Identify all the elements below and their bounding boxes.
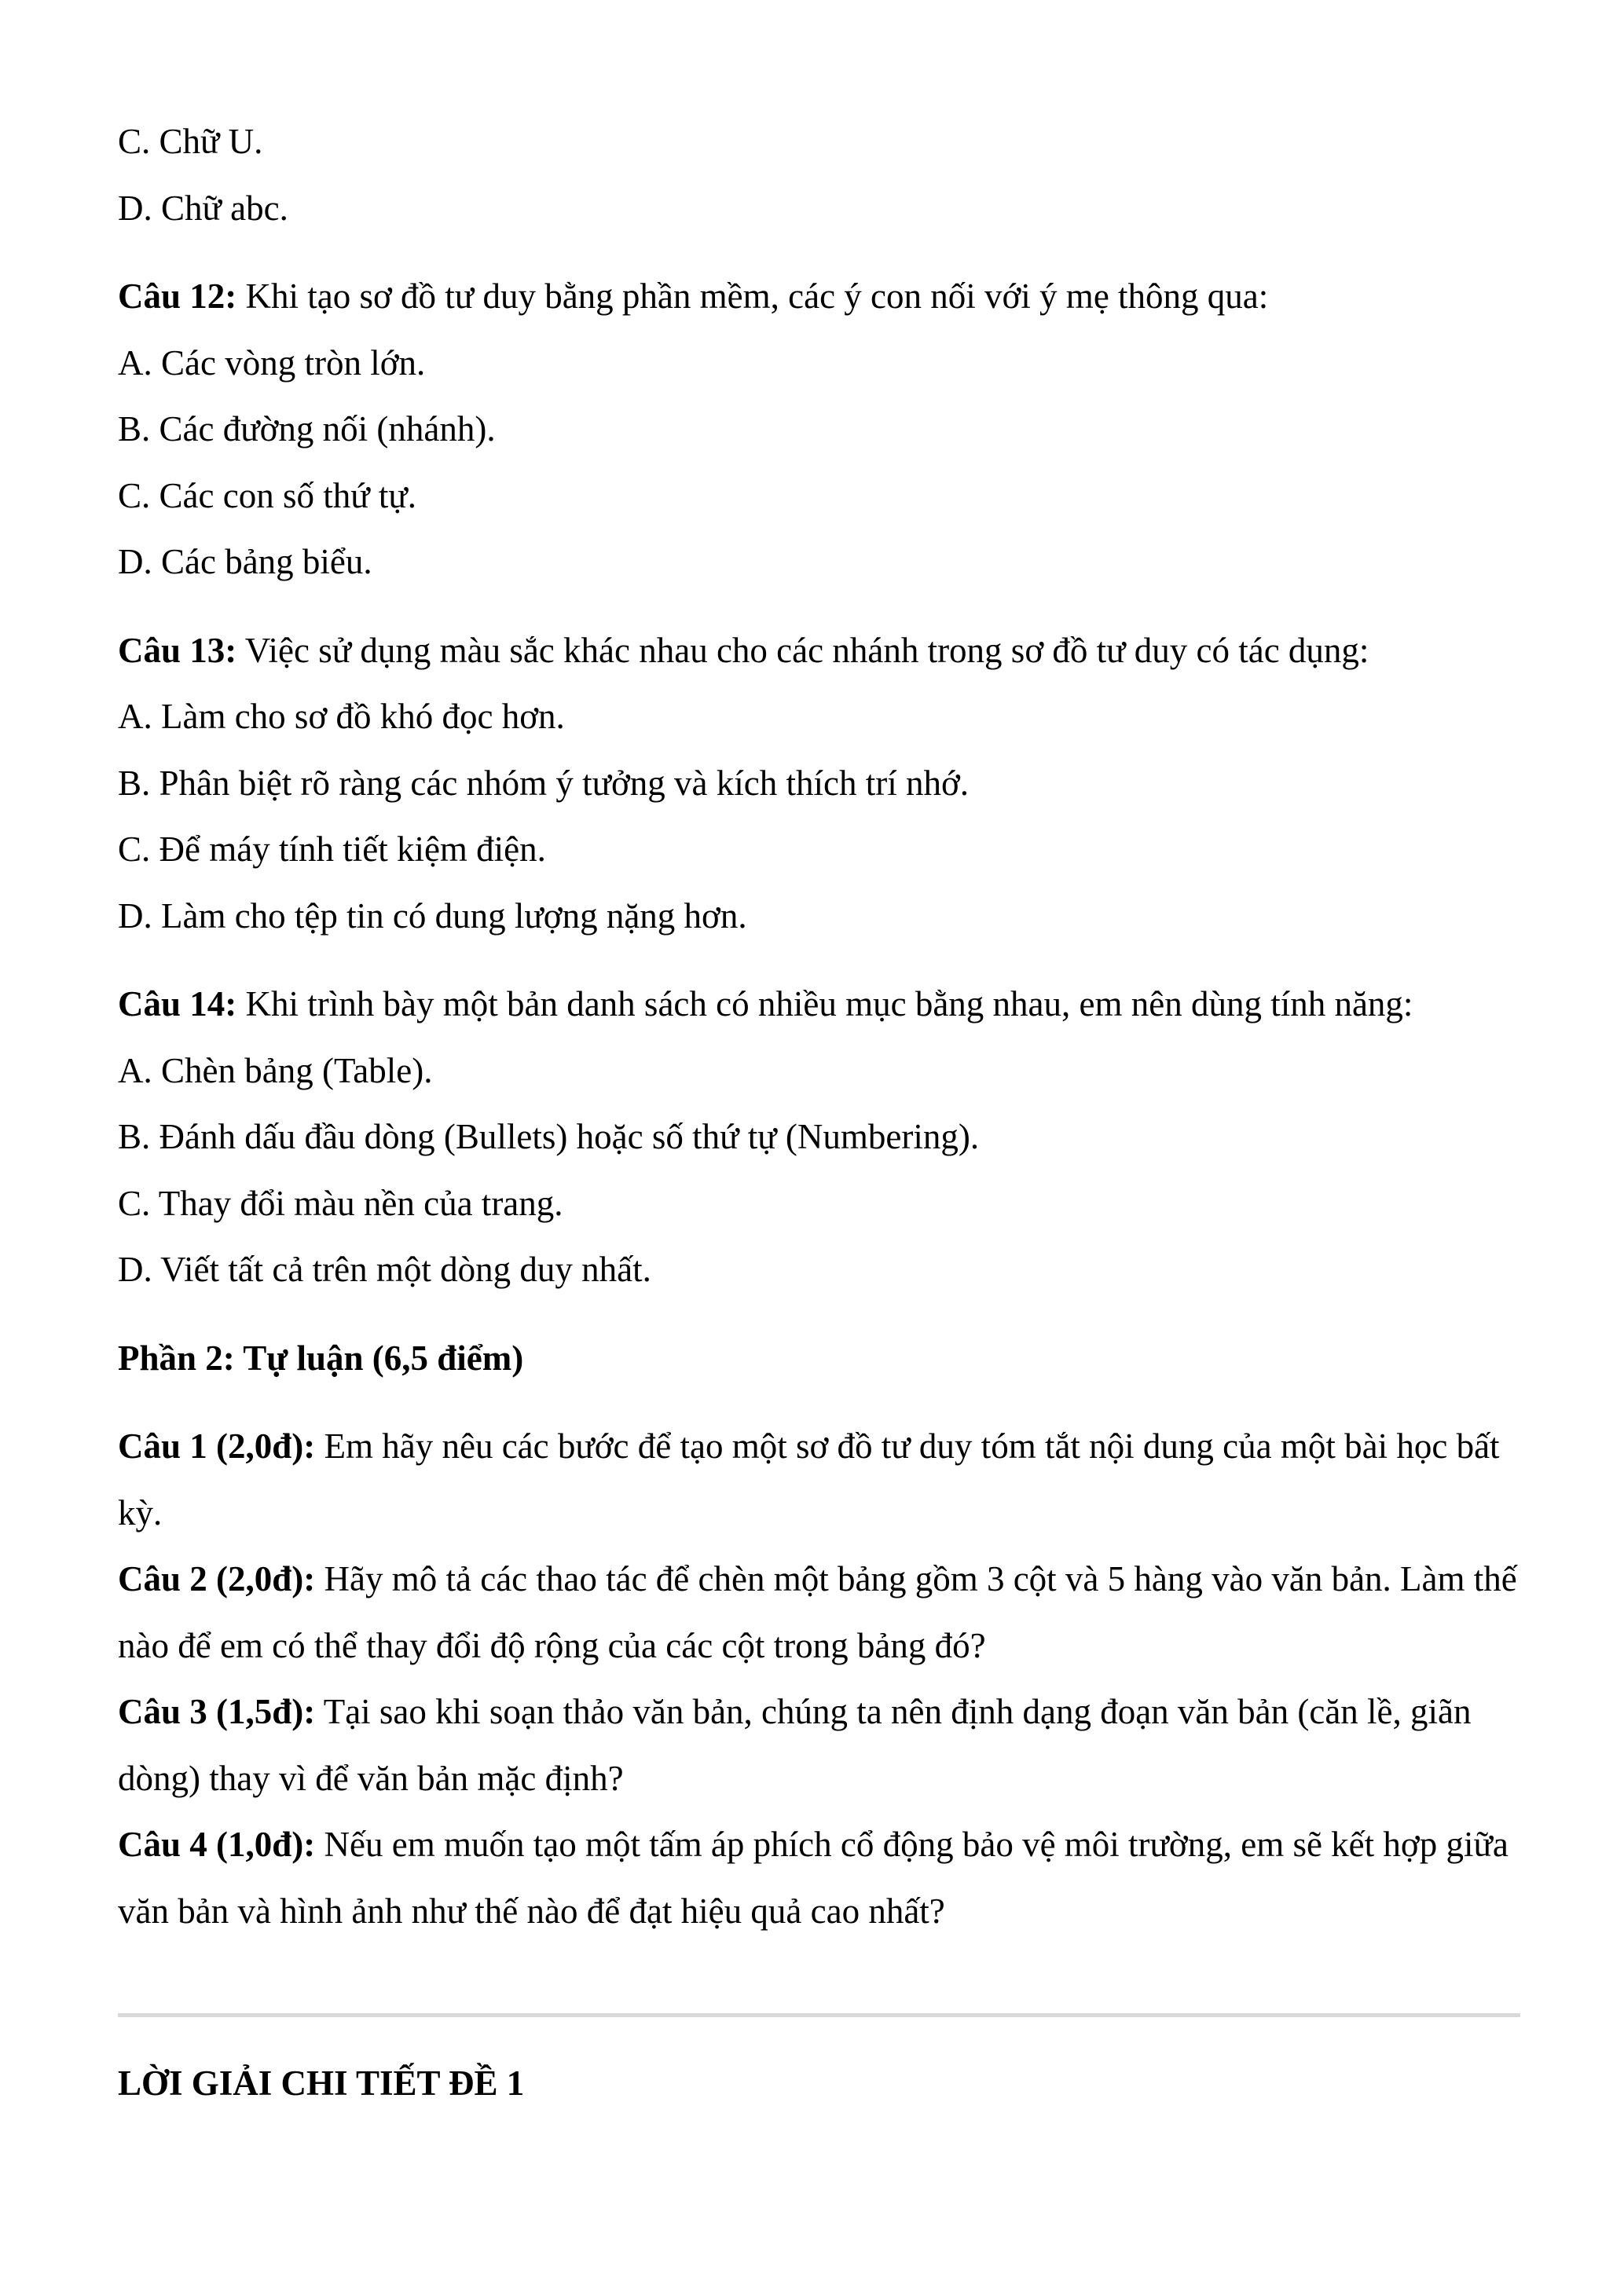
option: B. Phân biệt rõ ràng các nhóm ý tưởng và kích thích trí nhớ. (118, 763, 970, 803)
question-label: Câu 12: (118, 276, 237, 316)
option: C. Thay đổi màu nền của trang. (118, 1183, 563, 1223)
essay-question-2 (118, 1546, 1532, 1679)
option: B. Các đường nối (nhánh). (118, 409, 496, 449)
document-page (118, 108, 1532, 2117)
essay-question-3 (118, 1679, 1532, 1811)
option: A. Các vòng tròn lớn. (118, 342, 426, 383)
option: D. Chữ abc. (118, 188, 288, 228)
question-text: Hãy mô tả các thao tác để chèn một bảng gồm 3 cột và 5 hàng vào văn bản. Làm thế nào để em có thể thay đổi độ rộng của các cột trong bảng đó? (118, 1559, 1517, 1665)
option: D. Làm cho tệp tin có dung lượng nặng hơn. (118, 895, 747, 936)
question-text: Khi trình bày một bản danh sách có nhiều mục bằng nhau, em nên dùng tính năng: (236, 984, 1413, 1023)
question-text: Em hãy nêu các bước để tạo một sơ đồ tư duy tóm tắt nội dung của một bài học bất kỳ. (118, 1426, 1500, 1532)
question-text: Khi tạo sơ đồ tư duy bằng phần mềm, các ý con nối với ý mẹ thông qua: (236, 276, 1269, 316)
question-label: Câu 4 (1,0đ): (118, 1825, 316, 1864)
essay-question-1 (118, 1413, 1532, 1546)
option: C. Chữ U. (118, 122, 263, 161)
question-13 (118, 617, 1532, 950)
horizontal-divider (118, 2013, 1520, 2017)
option: A. Làm cho sơ đồ khó đọc hơn. (118, 697, 565, 736)
question-label: Câu 13: (118, 630, 237, 670)
option: C. Để máy tính tiết kiệm điện. (118, 829, 546, 869)
essay-questions (118, 1413, 1532, 1944)
question-text: Nếu em muốn tạo một tấm áp phích cổ động bảo vệ môi trường, em sẽ kết hợp giữa văn bản và hình ảnh như thế nào để đạt hiệu quả cao nhất? (118, 1825, 1509, 1931)
essay-question-4 (118, 1811, 1532, 1944)
question-text: Tại sao khi soạn thảo văn bản, chúng ta nên định dạng đoạn văn bản (căn lề, giãn dòng) thay vì để văn bản mặc định? (118, 1692, 1472, 1798)
question-label: Câu 14: (118, 984, 237, 1023)
question-label: Câu 1 (2,0đ): (118, 1426, 316, 1466)
question-text: Việc sử dụng màu sắc khác nhau cho các nhánh trong sơ đồ tư duy có tác dụng: (236, 630, 1369, 670)
option: B. Đánh dấu đầu dòng (Bullets) hoặc số thứ tự (Numbering). (118, 1117, 980, 1156)
option: D. Viết tất cả trên một dòng duy nhất. (118, 1250, 651, 1289)
solution-title: LỜI GIẢI CHI TIẾT ĐỀ 1 (118, 2063, 525, 2103)
part2-heading: Phần 2: Tự luận (6,5 điểm) (118, 1338, 524, 1378)
option: C. Các con số thứ tự. (118, 475, 416, 515)
option: A. Chèn bảng (Table). (118, 1050, 433, 1090)
question-label: Câu 3 (1,5đ): (118, 1692, 316, 1731)
option: D. Các bảng biểu. (118, 542, 372, 581)
question-12 (118, 263, 1532, 595)
question-label: Câu 2 (2,0đ): (118, 1559, 316, 1598)
question-14 (118, 971, 1532, 1303)
